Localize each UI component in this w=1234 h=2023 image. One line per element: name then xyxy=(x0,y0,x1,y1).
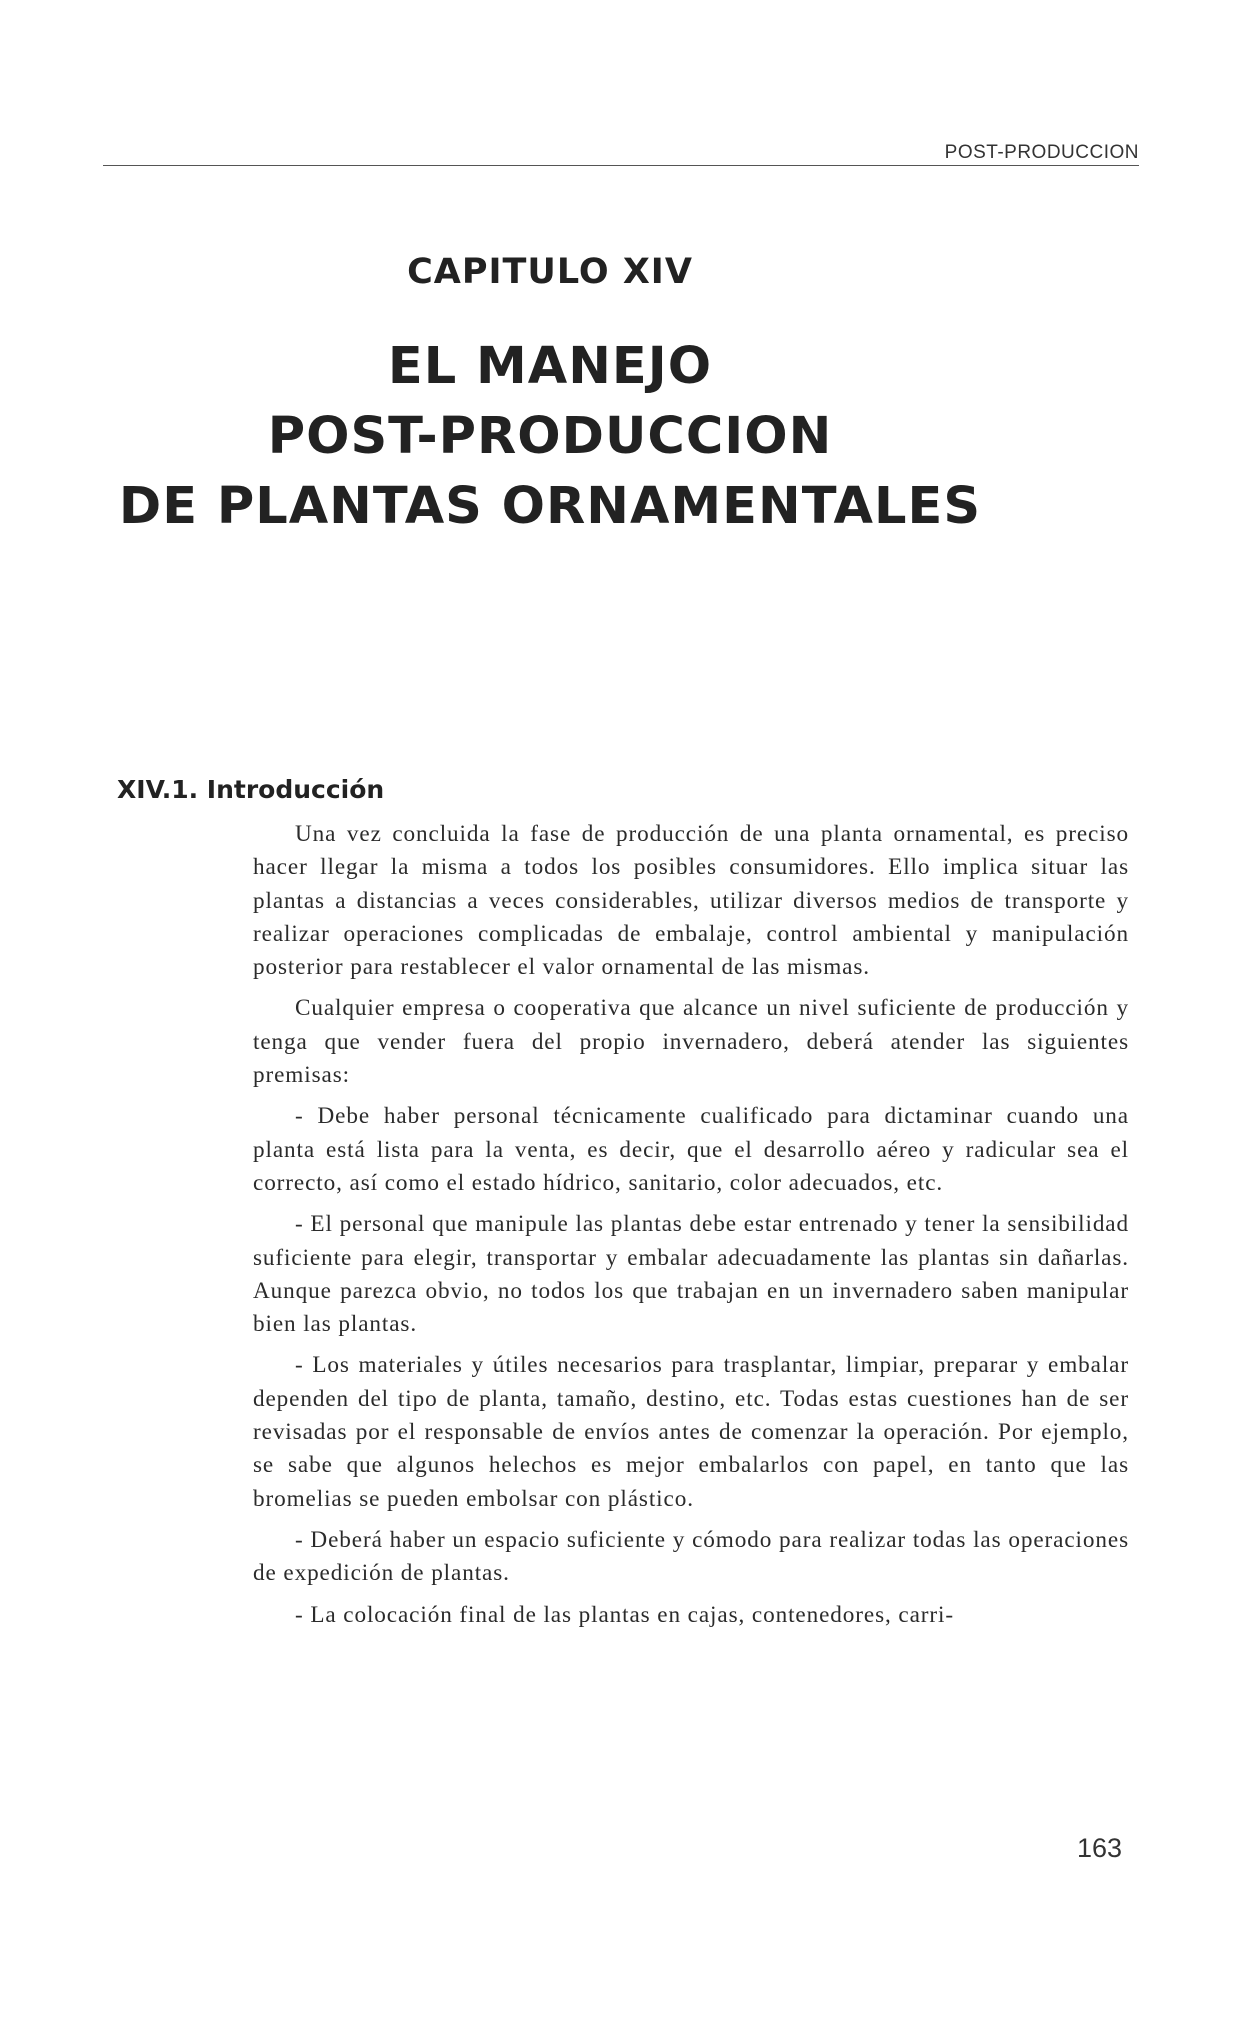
chapter-title xyxy=(0,332,1100,542)
chapter-title-line: EL MANEJO xyxy=(387,337,713,396)
header-rule xyxy=(103,165,1139,166)
body-text xyxy=(253,818,1129,1640)
paragraph: - La colocación final de las plantas en cajas, contenedores, carri- xyxy=(295,1601,955,1628)
paragraph: - El personal que manipule las plantas debe estar entrenado y tener la sensibilidad suficiente para elegir, transportar y embalar adecuadamente las plantas sin dañarlas. Aunque parezca obvio, no todos los que trabajan en un invernadero saben manipular bien las plantas. xyxy=(253,1211,1129,1338)
chapter-label: CAPITULO XIV xyxy=(407,252,693,292)
page-number: 163 xyxy=(1076,1833,1122,1863)
paragraph: - Debe haber personal técnicamente cualificado para dictaminar cuando una planta está lista para la venta, es decir, que el desarrollo aéreo y radicular sea el correcto, así como el estado hídrico, sanitario, color adecuados, etc. xyxy=(253,1103,1129,1196)
paragraph: - Deberá haber un espacio suficiente y cómodo para realizar todas las operaciones de expedición de plantas. xyxy=(253,1526,1129,1587)
chapter-title-line: DE PLANTAS ORNAMENTALES xyxy=(118,477,982,536)
chapter-title-line: POST-PRODUCCION xyxy=(267,407,833,466)
paragraph: Cualquier empresa o cooperativa que alcance un nivel suficiente de producción y tenga que vender fuera del propio invernadero, deberá atender las siguientes premisas: xyxy=(253,995,1129,1089)
paragraph: - Los materiales y útiles necesarios para trasplantar, limpiar, preparar y embalar dependen del tipo de planta, tamaño, destino, etc. Todas estas cuestiones han de ser revisadas por el responsable de envíos antes de comenzar la operación. Por ejemplo, se sabe que algunos helechos es mejor embalarlos con papel, en tanto que las bromelias se pueden embolsar con plástico. xyxy=(253,1352,1129,1512)
section-heading: XIV.1. Introducción xyxy=(117,775,385,804)
paragraph: Una vez concluida la fase de producción de una planta ornamental, es preciso hacer llegar la misma a todos los posibles consumidores. Ello implica situar las plantas a distancias a veces considerables, utilizar diversos medios de transporte y realizar operaciones complicadas de embalaje, control ambiental y manipulación posterior para restablecer el valor ornamental de las mismas. xyxy=(253,821,1129,981)
running-head: POST-PRODUCCION xyxy=(944,142,1139,163)
